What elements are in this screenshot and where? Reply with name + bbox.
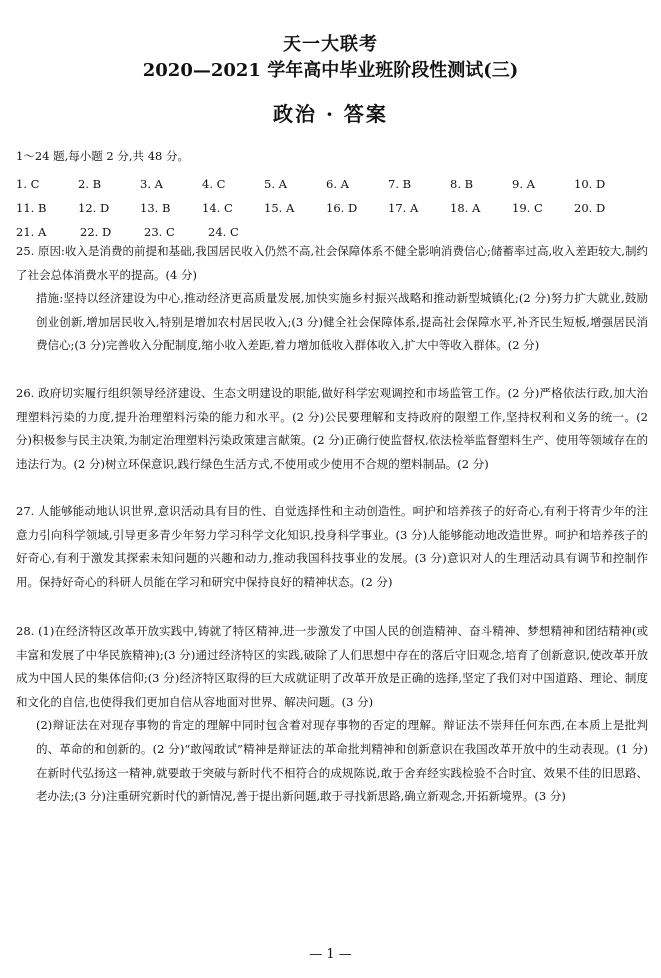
answer-item: 23. C: [144, 225, 175, 239]
answer-item: 15. A: [264, 201, 295, 215]
exam-title: 2020—2021 学年高中毕业班阶段性测试(三): [142, 60, 519, 81]
answer-item: 17. A: [388, 201, 419, 215]
answer-row: [16, 196, 636, 220]
answer-item: 5. A: [264, 177, 287, 191]
q26-text: 26. 政府切实履行组织领导经济建设、生态文明建设的职能,做好科学宏观调控和市场监管工作。(2 分)严格依法行政,加大治理塑料污染的力度,提升治理塑料污染的能力和水平。(2 分)公民要理解和支持政府的限塑工作,坚持权利和义务的统一。(2 分)积极参与民主决策,为制定治理塑料污染政策建言献策。(2 分)正确行使监督权,依法检举监督塑料生产、使用等领域存在的违法行为。(2 分)树立环保意识,践行绿色生活方式,不使用或少使用不合规的塑料制品。(2 分): [16, 386, 648, 471]
answer-item: 4. C: [202, 177, 226, 191]
q28-part1: 28. (1)在经济特区改革开放实践中,铸就了特区精神,进一步激发了中国人民的创造精神、奋斗精神、梦想精神和团结精神(或丰富和发展了中华民族精神);(3 分)通过经济特区的实践,破除了人们思想中存在的落后守旧观念,培育了创新意识,使改革开放成为中国人民的集体信仰;(3 分)经济特区取得的巨大成就证明了改革开放是正确的选择,坚定了我们对中国道路、理论、制度和文化的自信,也使得我们更加自信从容地面对世界、解决问题。(3 分): [16, 624, 648, 709]
answer-row: [16, 172, 636, 196]
answer-item: 20. D: [574, 201, 606, 215]
answer-item: 19. C: [512, 201, 543, 215]
answer-item: 14. C: [202, 201, 233, 215]
answer-item: 12. D: [78, 201, 110, 215]
q25-measures: 措施:坚持以经济建设为中心,推动经济更高质量发展,加快实施乡村振兴战略和推动新型城镇化;(2 分)努力扩大就业,鼓励创业创新,增加居民收入,特别是增加农村居民收入;(3 分)健全社会保障体系,提高社会保障水平,补齐民生短板,增强居民消费信心;(3 分)完善收入分配制度,缩小收入差距,着力增加低收入群体收入,扩大中等收入群体。(2 分): [36, 291, 648, 353]
question-28-answer: [16, 620, 648, 809]
question-25-answer: [16, 240, 648, 358]
q28-part2: (2)辩证法在对现存事物的肯定的理解中同时包含着对现存事物的否定的理解。辩证法不崇拜任何东西,在本质上是批判的、革命的和创新的。(2 分)“敢闯敢试”精神是辩证法的革命批判精神和创新意识在我国改革开放中的生动表现。(1 分)在新时代弘扬这一精神,就要敢于突破与新时代不相符合的成规陈说,敢于舍弃经实践检验不合时宜、效果不佳的旧思路、老办法;(3 分)注重研究新时代的新情况,善于提出新问题,敢于寻找新思路,确立新观念,开拓新境界。(3 分): [36, 718, 648, 804]
exam-org-title: 天一大联考: [283, 34, 378, 55]
answer-item: 10. D: [574, 177, 606, 191]
q27-text: 27. 人能够能动地认识世界,意识活动具有目的性、自觉选择性和主动创造性。呵护和培养孩子的好奇心,有利于将青少年的注意力引向科学领域,引导更多青少年努力学习科学文化知识,投身科学事业。(3 分)人能够能动地改造世界。呵护和培养孩子的好奇心,有利于激发其探索未知问题的兴趣和动力,推动我国科技事业的发展。(3 分)意识对人的生理活动具有调节和控制作用。保持好奇心的科研人员能在学习和研究中保持良好的精神状态。(2 分): [16, 504, 648, 589]
q25-reason: 25. 原因:收入是消费的前提和基础,我国居民收入仍然不高,社会保障体系不健全影响消费信心;储蓄率过高,收入差距较大,制约了社会总体消费水平的提高。(4 分): [16, 244, 648, 282]
question-26-answer: [16, 382, 648, 476]
answer-item: 3. A: [140, 177, 163, 191]
answer-item: 6. A: [326, 177, 349, 191]
answer-item: 24. C: [208, 225, 239, 239]
answer-item: 9. A: [512, 177, 535, 191]
answer-item: 16. D: [326, 201, 358, 215]
answer-item: 7. B: [388, 177, 412, 191]
answer-item: 11. B: [16, 201, 47, 215]
answer-item: 1. C: [16, 177, 40, 191]
question-27-answer: [16, 500, 648, 594]
answer-item: 2. B: [78, 177, 102, 191]
answer-item: 8. B: [450, 177, 474, 191]
answer-item: 21. A: [16, 225, 47, 239]
choice-answer-grid: [16, 172, 636, 244]
answer-item: 13. B: [140, 201, 171, 215]
subject-title: 政治 · 答案: [273, 102, 388, 126]
answer-item: 22. D: [80, 225, 112, 239]
choice-intro: 1～24 题,每小题 2 分,共 48 分。: [16, 149, 189, 163]
page-number: — 1 —: [309, 947, 352, 962]
answer-item: 18. A: [450, 201, 481, 215]
